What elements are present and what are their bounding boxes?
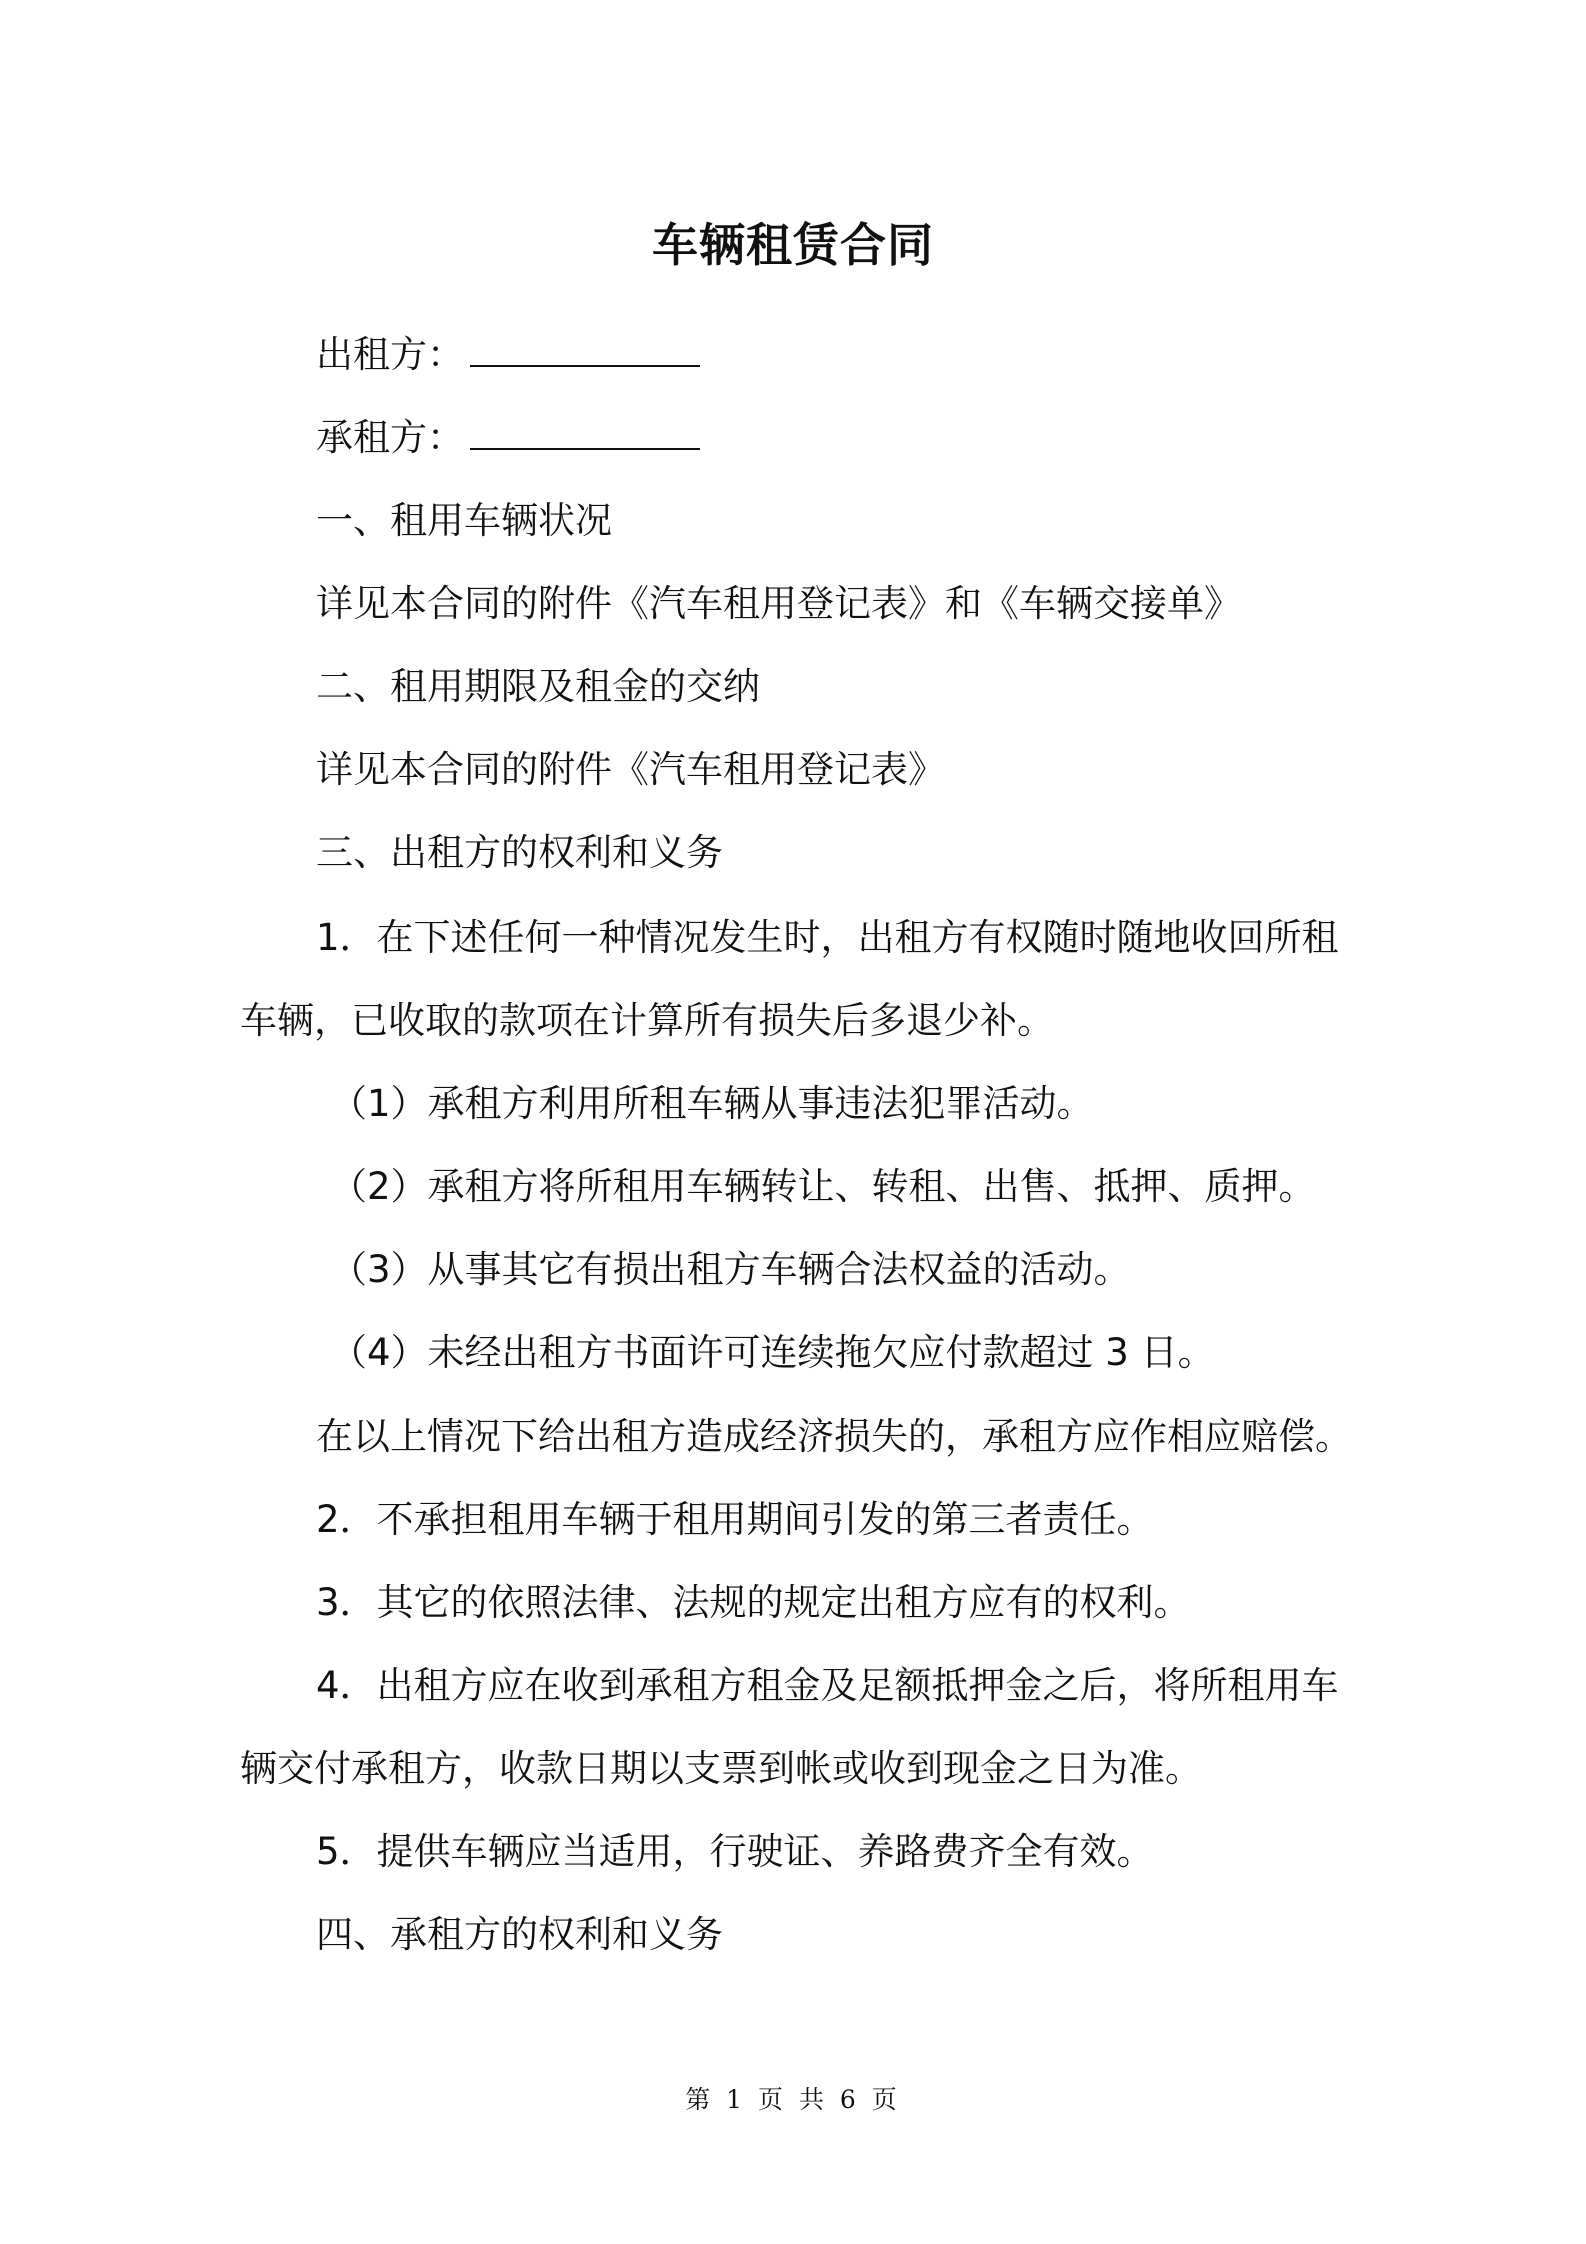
lessee-line xyxy=(316,410,700,466)
document-title: 车辆租赁合同 xyxy=(652,218,934,272)
clause-text-continued: 车辆，已收取的款项在计算所有损失后多退少补。 xyxy=(240,999,1054,1042)
sub-item: （1）承租方利用所租车辆从事违法犯罪活动。 xyxy=(330,1082,1094,1125)
section-heading-4: 四、承租方的权利和义务 xyxy=(316,1913,723,1956)
paragraph-text: 在以上情况下给出租方造成经济损失的，承租方应作相应赔偿。 xyxy=(316,1415,1352,1458)
clause-text: 3．其它的依照法律、法规的规定出租方应有的权利。 xyxy=(316,1581,1191,1624)
clause-text: 2．不承担租用车辆于租用期间引发的第三者责任。 xyxy=(316,1498,1154,1541)
section-heading-2: 二、租用期限及租金的交纳 xyxy=(316,665,760,708)
paragraph-text: 详见本合同的附件《汽车租用登记表》和《车辆交接单》 xyxy=(316,582,1241,625)
lessee-label: 承租方： xyxy=(316,416,464,459)
sub-item: （3）从事其它有损出租方车辆合法权益的活动。 xyxy=(330,1248,1131,1291)
clause-text: 1．在下述任何一种情况发生时，出租方有权随时随地收回所租 xyxy=(316,916,1339,959)
paragraph-text: 详见本合同的附件《汽车租用登记表》 xyxy=(316,748,945,791)
clause-text: 5．提供车辆应当适用，行驶证、养路费齐全有效。 xyxy=(316,1830,1154,1873)
section-heading-1: 一、租用车辆状况 xyxy=(316,499,612,542)
sub-item: （4）未经出租方书面许可连续拖欠应付款超过 3 日。 xyxy=(330,1331,1215,1374)
lessor-label: 出租方： xyxy=(316,333,464,376)
section-heading-3: 三、出租方的权利和义务 xyxy=(316,831,723,874)
lessor-blank xyxy=(470,331,700,367)
clause-text-continued: 辆交付承租方，收款日期以支票到帐或收到现金之日为准。 xyxy=(240,1747,1202,1790)
lessee-blank xyxy=(470,414,700,450)
clause-text: 4．出租方应在收到承租方租金及足额抵押金之后，将所租用车 xyxy=(316,1664,1339,1707)
lessor-line xyxy=(316,327,700,383)
page-number-footer: 第 1 页 共 6 页 xyxy=(685,2085,901,2114)
sub-item: （2）承租方将所租用车辆转让、转租、出售、抵押、质押。 xyxy=(330,1165,1316,1208)
